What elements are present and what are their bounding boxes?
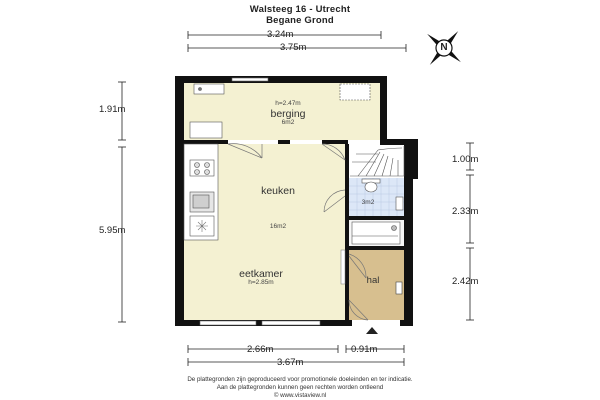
toilet-area: 3m2 [361, 199, 375, 206]
wall-step [380, 139, 418, 145]
floor-title: Begane Grond [266, 15, 334, 26]
eetkamer-height: h=2.85m [248, 279, 274, 286]
footer-disclaimer-1: De plattegronden zijn geproduceerd voor promotionele doeleinden en ter indicatie. [187, 376, 413, 383]
address-title: Walsteeg 16 - Utrecht [249, 4, 351, 15]
fan-symbol [190, 216, 214, 236]
keuken-label: keuken [261, 185, 295, 197]
hal-label: hal [366, 275, 380, 286]
wall-right [404, 139, 413, 326]
wall-top [175, 76, 387, 83]
dim-right-3: 2.42m [452, 276, 479, 287]
radiator [341, 250, 345, 284]
berging-area: 6m2 [281, 119, 295, 126]
kitchen-counter [184, 144, 218, 240]
footer-disclaimer-2: Aan de plattegronden kunnen geen rechten worden ontleend [216, 384, 384, 391]
sink [190, 192, 214, 212]
dim-right-1: 1.00m [452, 154, 479, 165]
footer-copyright: © www.vistaview.nl [273, 392, 327, 399]
hal-rack [396, 282, 402, 294]
entrance-gap [352, 320, 400, 326]
eetkamer-label: eetkamer [239, 268, 283, 280]
wall-berging-bottom-l [184, 140, 228, 144]
dim-bottom-right: 0.91m [351, 344, 378, 355]
shower [352, 222, 400, 244]
dim-left-upper: 1.91m [99, 104, 126, 115]
entrance-arrow [366, 327, 378, 334]
wall-left [175, 76, 184, 326]
dim-bottom-total: 3.67m [277, 357, 304, 368]
dim-bottom-left: 2.66m [247, 344, 274, 355]
berging-label: berging [270, 108, 306, 120]
wall-berging-right [380, 76, 387, 143]
wall-berging-bottom-r [322, 140, 348, 144]
wall-shower-bottom [349, 246, 404, 250]
keuken-area: 16m2 [269, 223, 287, 230]
stove [190, 160, 214, 176]
dim-top-outer: 3.75m [280, 42, 307, 53]
berging-height: h=2.47m [275, 100, 301, 107]
wall-berging-bottom-m [278, 140, 290, 144]
dim-left-lower: 5.95m [99, 225, 126, 236]
dim-top-inner: 3.24m [267, 29, 294, 40]
dim-right-2: 2.33m [452, 206, 479, 217]
compass-label: N [440, 42, 448, 53]
wall-partition [345, 144, 349, 320]
wall-toilet-bottom [349, 216, 404, 220]
